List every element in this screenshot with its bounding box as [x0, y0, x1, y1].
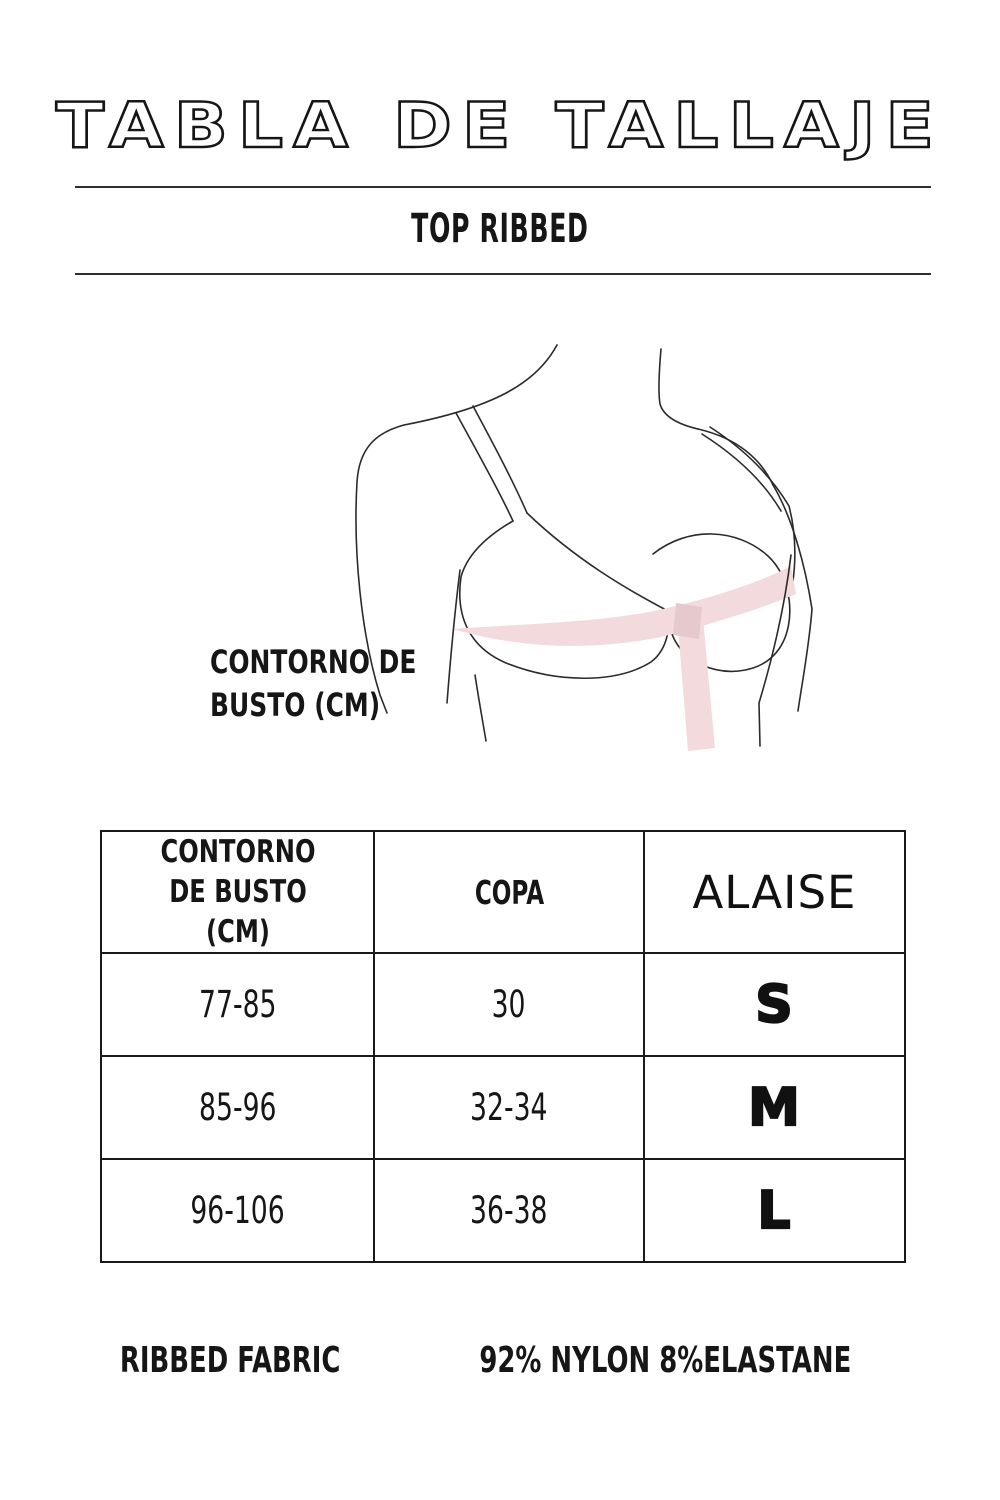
- divider-line-bottom: [75, 273, 931, 275]
- left-neck-line: [404, 345, 557, 425]
- fabric-composition-note: [0, 1340, 1000, 1381]
- bust-measure-label-line2: BUSTO (CM): [210, 686, 381, 724]
- measuring-tape-overlap: [673, 603, 702, 639]
- divider-line-top: [75, 186, 931, 188]
- table-row-l-copa: 36-38: [373, 1158, 643, 1261]
- measuring-tape-band: [452, 566, 796, 646]
- table-row-m-bust: 85-96: [102, 1055, 373, 1158]
- brand-logo-text: ALAISE: [692, 865, 857, 919]
- table-row-l-size: L: [643, 1158, 904, 1261]
- bust-measure-label: [210, 641, 475, 727]
- table-row-s-copa: 30: [373, 952, 643, 1055]
- page-title: TABLA DE TALLAJE: [55, 89, 945, 162]
- brand-logo: [643, 832, 904, 952]
- column-header-copa: COPA: [373, 832, 643, 952]
- table-row-m-size: M: [643, 1055, 904, 1158]
- table-row-m-copa: 32-34: [373, 1055, 643, 1158]
- bra-neckline: [527, 513, 668, 611]
- fabric-label: RIBBED FABRIC: [119, 1340, 340, 1381]
- table-row-s-bust: 77-85: [102, 952, 373, 1055]
- right-neck-line: [659, 349, 698, 429]
- table-row-s-size: S: [643, 952, 904, 1055]
- product-subtitle: [0, 206, 1000, 252]
- product-subtitle-text: TOP RIBBED: [411, 206, 589, 252]
- left-side-line: [475, 675, 486, 741]
- size-table: [100, 830, 906, 1263]
- right-shoulder-line: [698, 429, 773, 485]
- table-row-l-bust: 96-106: [102, 1158, 373, 1261]
- composition-label: 92% NYLON 8%ELASTANE: [479, 1340, 852, 1381]
- right-strap-outer-line: [702, 434, 781, 511]
- bust-measure-label-line1: CONTORNO DE: [210, 643, 417, 681]
- column-header-bust: CONTORNO DE BUSTO (CM): [159, 834, 316, 950]
